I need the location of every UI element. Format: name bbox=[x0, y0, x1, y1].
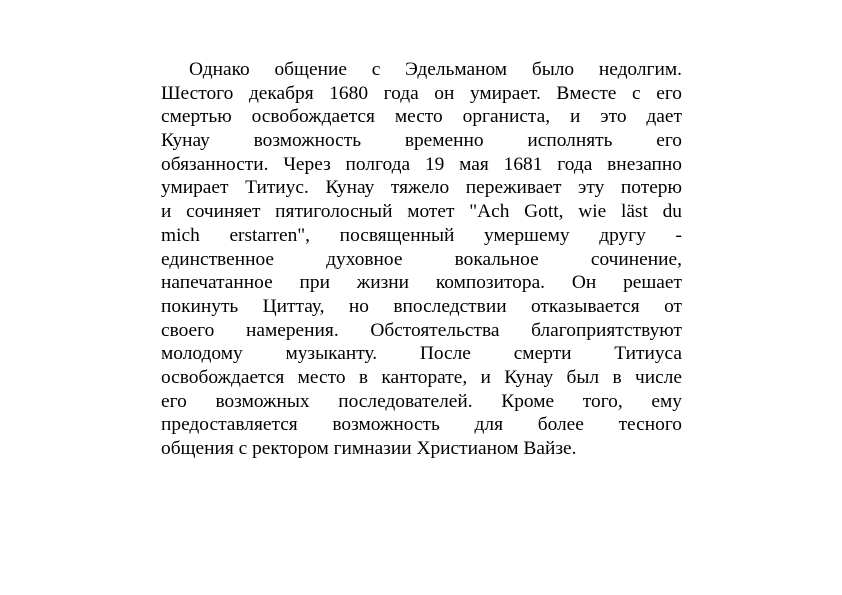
text-line: mich erstarren", посвященный умершему другу - bbox=[161, 224, 682, 246]
text-line: единственное духовное вокальное сочинение, bbox=[161, 248, 682, 270]
text-line: предоставляется возможность для более тесного bbox=[161, 414, 682, 436]
text-line: покинуть Циттау, но впоследствии отказывается от bbox=[161, 295, 682, 317]
text-line: его возможных последователей. Кроме того, ему bbox=[161, 390, 682, 412]
text-line: Кунау возможность временно исполнять его bbox=[161, 130, 682, 152]
text-line: смертью освобождается место органиста, и это дает bbox=[161, 106, 682, 128]
text-line: Шестого декабря 1680 года он умирает. Вместе с его bbox=[161, 82, 682, 104]
text-line: молодому музыканту. После смерти Титиуса bbox=[161, 343, 682, 365]
text-line: своего намерения. Обстоятельства благоприятствуют bbox=[161, 319, 682, 341]
body-paragraph bbox=[161, 58, 682, 461]
text-line: напечатанное при жизни композитора. Он решает bbox=[161, 272, 682, 294]
text-line: и сочиняет пятиголосный мотет "Ach Gott, wie läst du bbox=[161, 201, 682, 223]
text-line: обязанности. Через полгода 19 мая 1681 года внезапно bbox=[161, 153, 682, 175]
text-line: Однако общение с Эдельманом было недолгим. bbox=[189, 59, 682, 80]
text-line: освобождается место в канторате, и Кунау был в числе bbox=[161, 366, 682, 388]
text-line: умирает Титиус. Кунау тяжело переживает эту потерю bbox=[161, 177, 682, 199]
text-line: общения с ректором гимназии Христианом Вайзе. bbox=[161, 438, 577, 459]
